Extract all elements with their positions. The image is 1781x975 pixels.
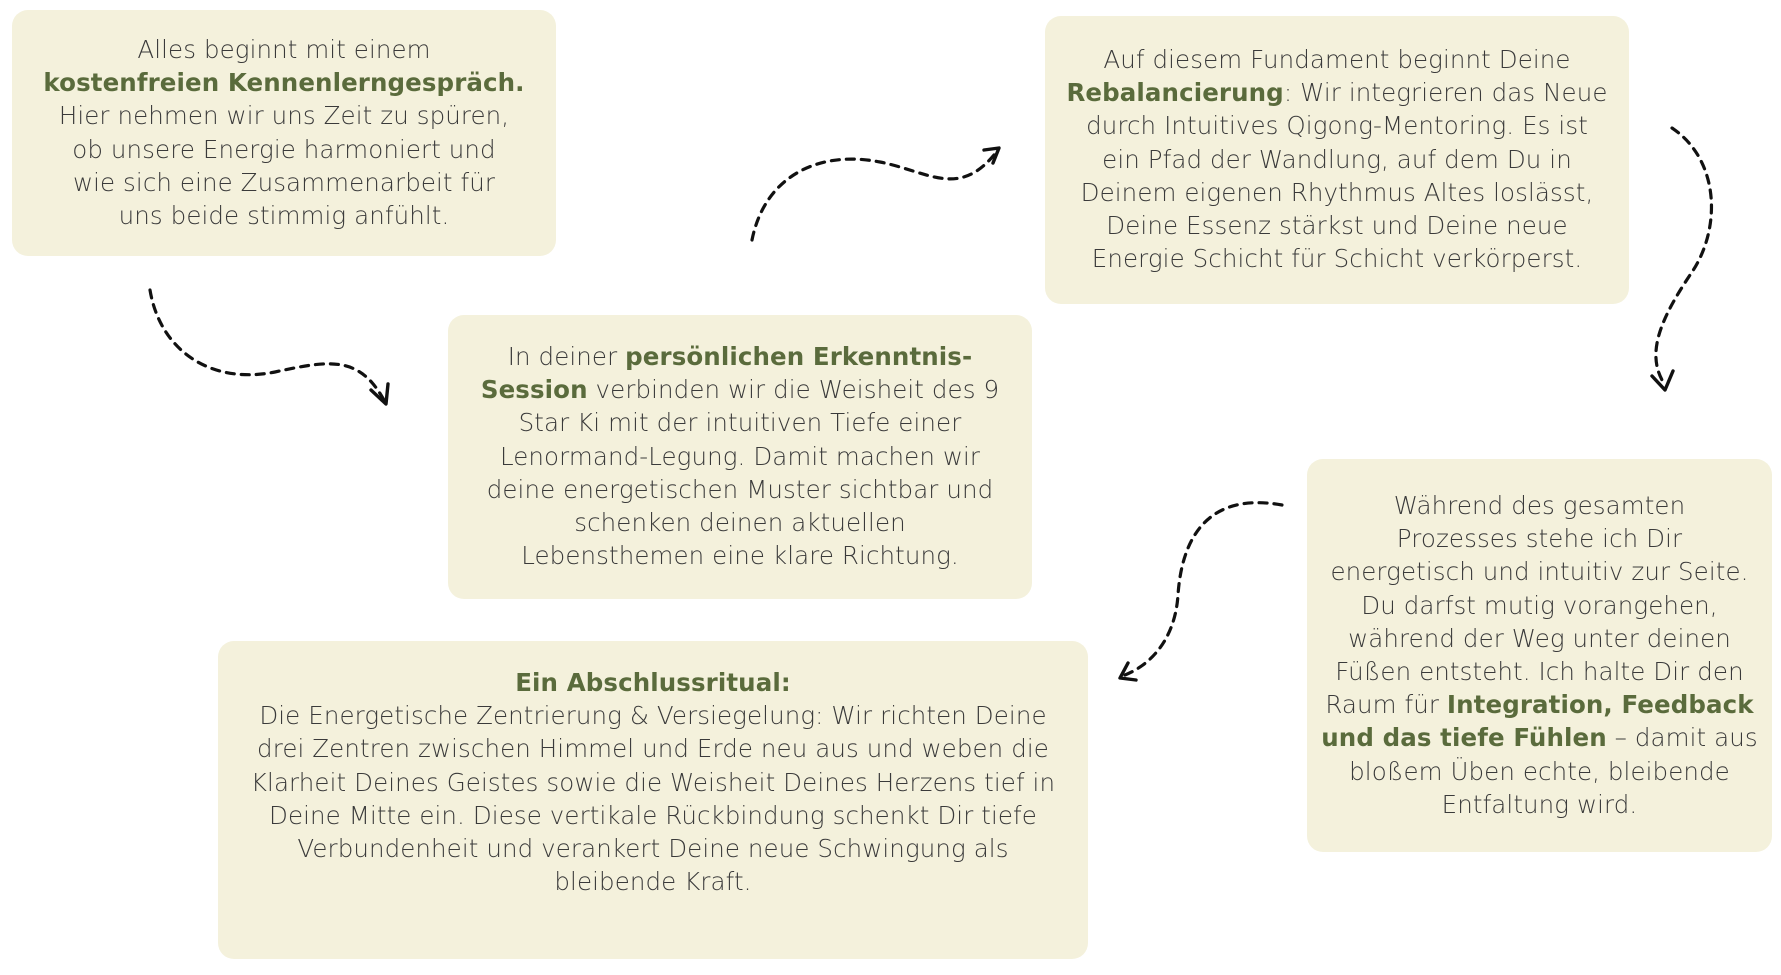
body-text: Lenormand-Legung. Damit machen wir — [499, 441, 981, 471]
highlight-text: und das tiefe Fühlen — [1321, 723, 1607, 753]
body-text: während der Weg unter deinen — [1348, 623, 1731, 653]
arrow-step1-to-step2 — [150, 290, 385, 402]
body-text: Star Ki mit der intuitiven Tiefe einer — [518, 408, 962, 438]
body-text: Lebensthemen eine klare Richtung. — [521, 541, 959, 571]
highlight-text: Rebalancierung — [1066, 78, 1284, 108]
body-text: Entfaltung wird. — [1441, 789, 1638, 819]
body-text: In deiner — [507, 342, 626, 371]
body-text: Hier nehmen wir uns Zeit zu spüren, — [58, 101, 510, 131]
body-text: ob unsere Energie harmoniert und — [72, 134, 496, 164]
body-text: drei Zentren zwischen Himmel und Erde neu aus und weben die — [257, 734, 1049, 764]
body-text: Energie Schicht für Schicht verkörperst. — [1091, 244, 1583, 274]
body-text: Deinem eigenen Rhythmus Altes loslässt, — [1080, 177, 1594, 207]
body-text: durch Intuitives Qigong-Mentoring. Es ist — [1086, 111, 1588, 141]
body-text: uns beide stimmig anfühlt. — [118, 201, 450, 231]
highlight-text: persönlichen Erkenntnis- — [625, 342, 973, 371]
highlight-text: Ein Abschlussritual: — [515, 668, 791, 697]
body-text: Alles beginnt mit einem — [137, 35, 431, 64]
body-text: Prozesses stehe ich Dir — [1396, 524, 1683, 554]
highlight-text: Session — [480, 375, 588, 405]
body-text: Klarheit Deines Geistes sowie die Weisheit Deines Herzens tief in — [250, 767, 1056, 797]
body-text: Auf diesem Fundament beginnt Deine — [1103, 45, 1571, 74]
highlight-text: kostenfreien Kennenlerngespräch. — [43, 68, 525, 98]
body-text: Die Energetische Zentrierung & Versiegelung: Wir richten Deine — [259, 701, 1047, 731]
body-text: Verbundenheit und verankert Deine neue Schwingung als — [297, 834, 1009, 864]
body-text: : Wir integrieren das Neue — [1283, 78, 1608, 108]
arrow-step4-to-step5 — [1125, 503, 1282, 675]
body-text: – damit aus — [1606, 723, 1758, 753]
body-text: wie sich eine Zusammenarbeit für — [72, 167, 496, 197]
body-text: bleibende Kraft. — [554, 867, 752, 897]
body-text: Raum für — [1325, 690, 1447, 720]
arrow-step3-to-step4 — [1656, 128, 1712, 385]
body-text: verbinden wir die Weisheit des 9 — [587, 375, 1000, 405]
body-text: Deine Essenz stärkst und Deine neue — [1106, 211, 1568, 241]
arrow-step2-to-step3 — [752, 150, 998, 240]
body-text: Füßen entsteht. Ich halte Dir den — [1335, 657, 1744, 687]
body-text: Deine Mitte ein. Diese vertikale Rückbindung schenkt Dir tiefe — [269, 800, 1037, 830]
highlight-text: Integration, Feedback — [1446, 690, 1754, 720]
body-text: schenken deinen aktuellen — [574, 508, 906, 538]
body-text: Du darfst mutig vorangehen, — [1361, 590, 1718, 620]
body-text: Während des gesamten — [1393, 491, 1686, 520]
body-text: ein Pfad der Wandlung, auf dem Du in — [1102, 144, 1572, 174]
body-text: energetisch und intuitiv zur Seite. — [1330, 557, 1749, 587]
body-text: bloßem Üben echte, bleibende — [1349, 756, 1730, 786]
body-text: deine energetischen Muster sichtbar und — [486, 474, 994, 504]
